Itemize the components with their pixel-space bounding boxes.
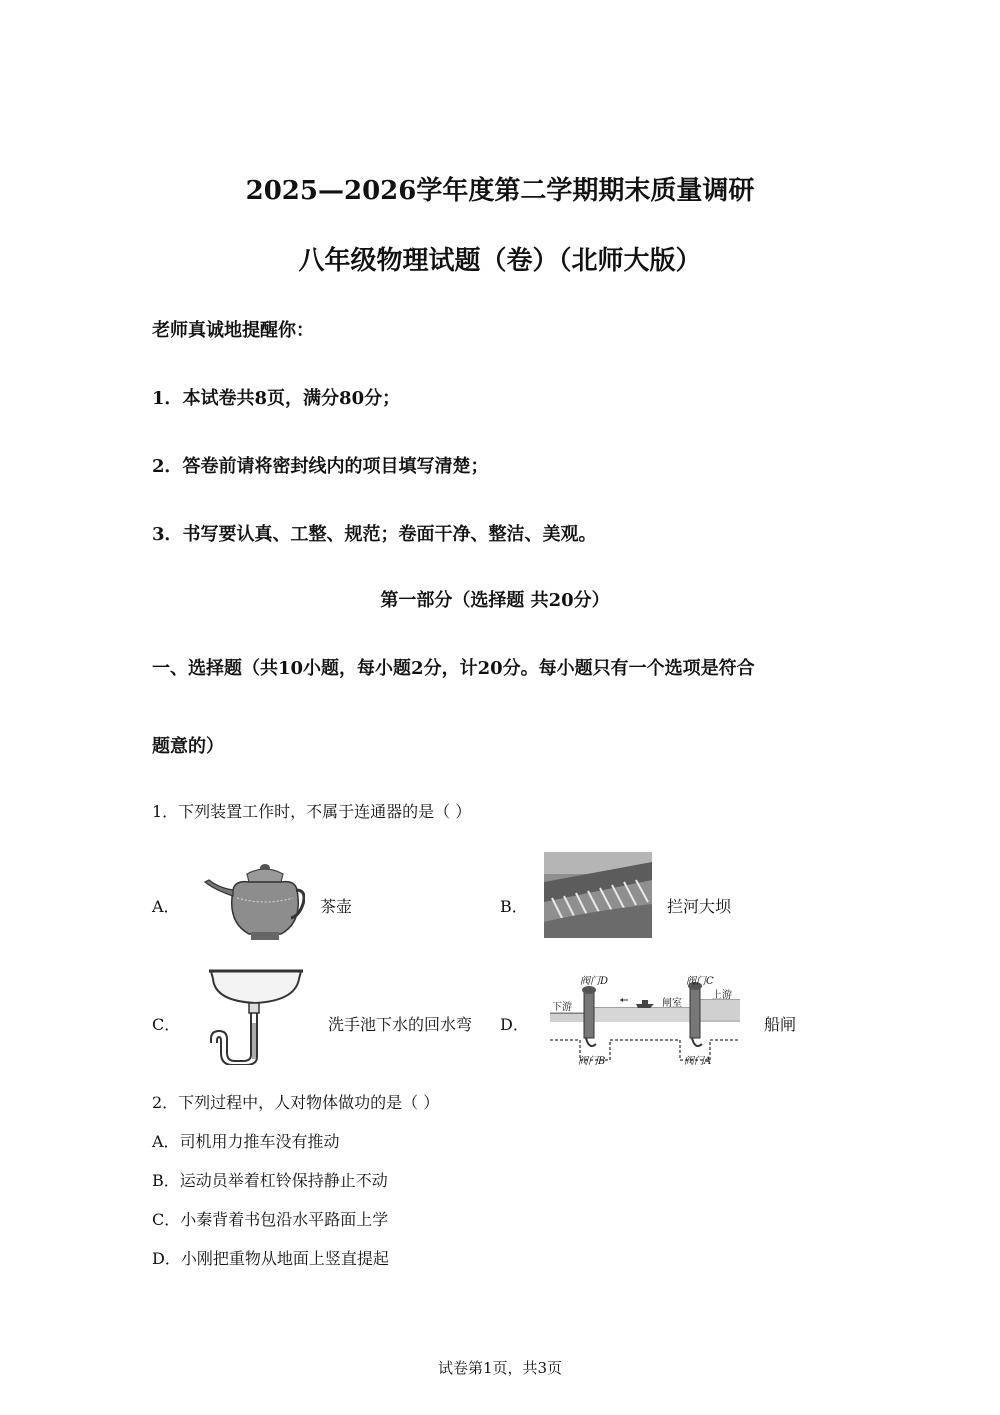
q1-option-b-letter: B． (500, 897, 528, 916)
notes-intro: 老师真诚地提醒你： (152, 320, 314, 341)
notes-item-3: 3．书写要认真、工整、规范；卷面干净、整洁、美观。 (152, 524, 597, 545)
exam-subtitle: 八年级物理试题（卷）（北师大版） (298, 246, 702, 276)
sink-trap-icon (195, 965, 310, 1065)
q2-option-d: D．小刚把重物从地面上竖直提起 (152, 1249, 389, 1268)
label-valve-a: 阀门A (684, 1056, 712, 1067)
part1-heading: 第一部分（选择题 共20分） (380, 590, 610, 611)
label-chamber: 闸室 (662, 998, 682, 1009)
question-2-stem: 2．下列过程中，人对物体做功的是（ ） (152, 1093, 440, 1112)
q2-option-a: A．司机用力推车没有推动 (152, 1132, 340, 1151)
label-upstream: 上游 (712, 990, 732, 1001)
q1-option-d-text: 船闸 (764, 1015, 797, 1034)
notes-item-2: 2．答卷前请将密封线内的项目填写清楚； (152, 456, 489, 477)
label-valve-c: 阀门C (686, 976, 714, 987)
section-instructions-line2: 题意的） (152, 736, 224, 757)
q1-option-c-text: 洗手池下水的回水弯 (328, 1015, 473, 1034)
q1-option-b-text: 拦河大坝 (667, 897, 732, 916)
q1-option-c-letter: C． (152, 1015, 181, 1034)
label-valve-b: 阀门B (578, 1056, 606, 1067)
label-downstream: 下游 (552, 1002, 572, 1013)
ship-lock-diagram (550, 970, 740, 1066)
q1-option-d-letter: D． (500, 1015, 529, 1034)
section-instructions-line1: 一、选择题（共10小题，每小题2分，计20分。每小题只有一个选项是符合 (152, 658, 755, 679)
q2-option-b: B．运动员举着杠铃保持静止不动 (152, 1171, 388, 1190)
label-valve-d: 阀门D (580, 976, 609, 987)
q1-option-a-letter: A． (152, 897, 180, 916)
page-footer: 试卷第1页，共3页 (437, 1359, 563, 1377)
teapot-icon (195, 860, 305, 942)
question-1-stem: 1．下列装置工作时，不属于连通器的是（ ） (152, 802, 472, 821)
dam-photo-icon (544, 852, 652, 938)
q1-option-a-text: 茶壶 (320, 897, 353, 916)
q2-option-c: C．小秦背着书包沿水平路面上学 (152, 1210, 389, 1229)
exam-title: 2025—2026学年度第二学期期末质量调研 (245, 176, 755, 206)
notes-item-1: 1．本试卷共8页，满分80分； (152, 388, 401, 409)
